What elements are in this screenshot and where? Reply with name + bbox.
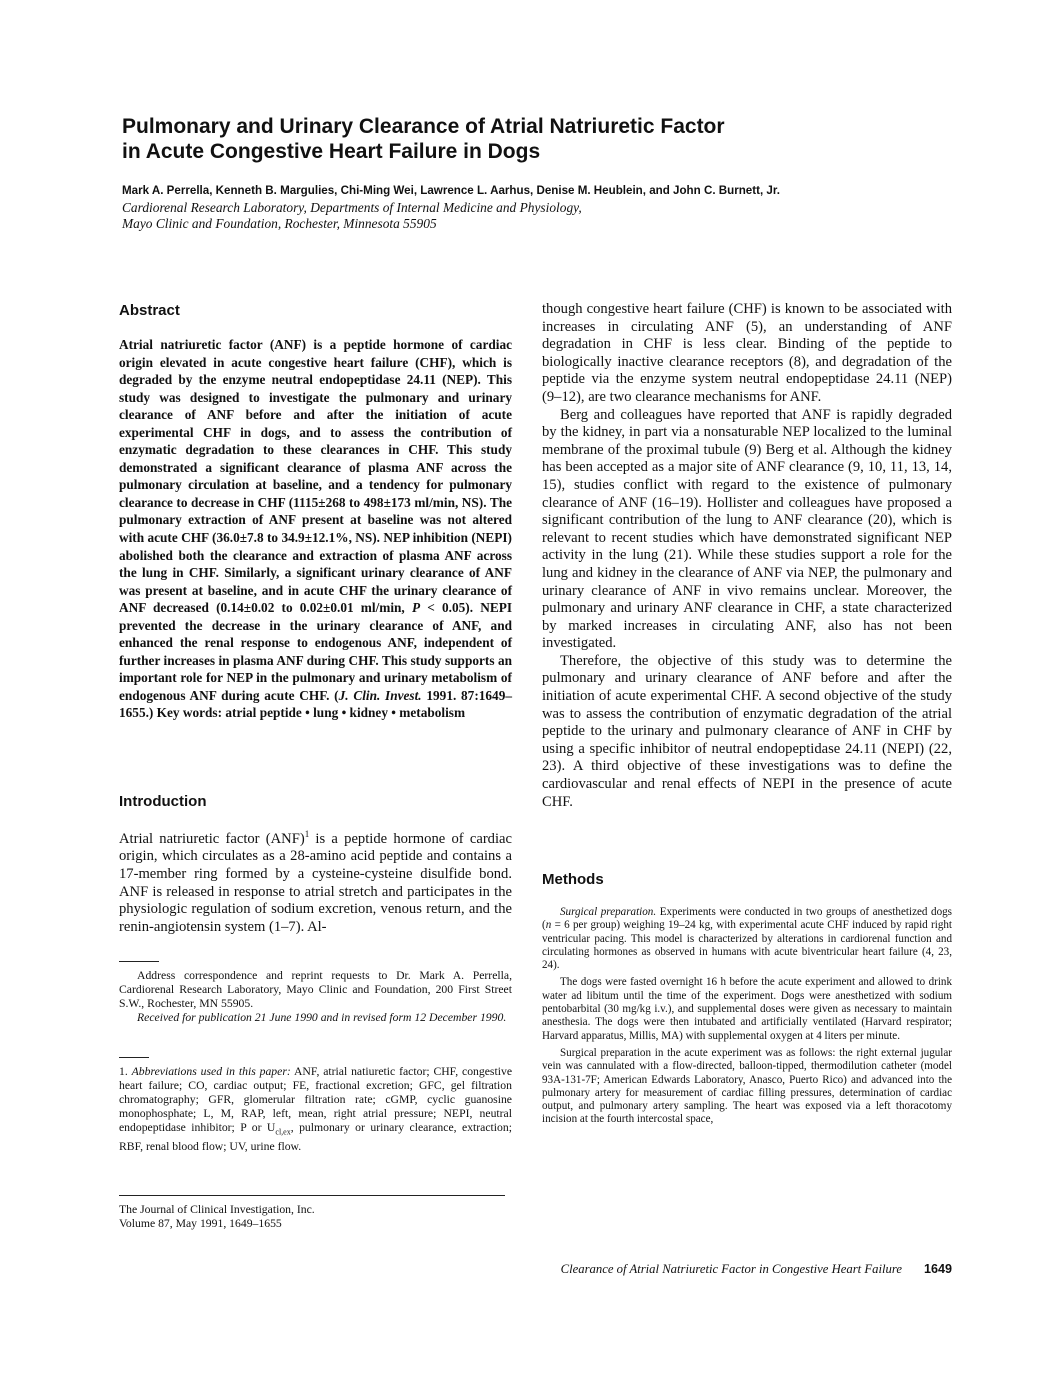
affiliation-line-1: Cardiorenal Research Laboratory, Departments of Internal Medicine and Physiology,	[122, 200, 582, 215]
affiliation	[122, 200, 822, 232]
journal-volume: Volume 87, May 1991, 1649–1655	[119, 1217, 282, 1231]
footnote-rule-2	[119, 1057, 149, 1058]
methods-p1-b: = 6 per group) weighing 19–24 kg, with experimental acute CHF induced by rapid right ventricular pacing. This model is characterized by alterations in cardiorenal function and circulating hormones as observed in humans with acute biventricular heart failure (4, 23, 24).	[542, 919, 952, 972]
methods-heading: Methods	[542, 871, 604, 888]
abstract-text-a: Atrial natriuretic factor (ANF) is a peptide hormone of cardiac origin elevated in acute congestive heart failure (CHF), which is degraded by the enzyme neutral endopeptidase 24.11 (NEP). This study was designed to investigate the pulmonary and urinary clearance of ANF before and after the initiation of acute experimental CHF in dogs, and to assess the contribution of enzymatic degradation to these clearances in CHF. This study demonstrated a significant clearance of plasma ANF across the pulmonary circulation at baseline, and a tendency for pulmonary clearance to decrease in CHF (1115±268 to 498±173 ml/min, NS). The pulmonary extraction of ANF present at baseline was not altered with acute CHF (36.0±7.8 to 34.9±12.1%, NS). NEP inhibition (NEPI) abolished both the clearance and extraction of plasma ANF across the lung in CHF. Similarly, a significant urinary clearance of ANF was present at baseline, and in acute CHF the urinary clearance of ANF decreased (0.14±0.02 to 0.02±0.01 ml/min,	[119, 337, 512, 616]
correspondence-note	[119, 969, 512, 1025]
correspondence-address: Address correspondence and reprint requests to Dr. Mark A. Perrella, Cardiorenal Research Laboratory, Mayo Clinic and Foundation, 200 First Street S.W., Rochester, MN 55905.	[119, 969, 512, 1011]
abbreviations-footnote	[119, 1065, 512, 1154]
intro-p1-b: is a peptide hormone of cardiac origin, which circulates as a 28-amino acid peptide and contains a 17-member ring formed by a cysteine-cysteine disulfide bond. ANF is released in response to atrial stretch and participates in the physiologic regulation of sodium excretion, venous return, and the renin-angiotensin system (1–7). Al-	[119, 830, 512, 935]
methods-paragraph-1	[542, 906, 952, 972]
methods-text	[542, 906, 952, 1127]
article-title	[122, 114, 882, 164]
methods-p1-a: Experiments were conducted in two groups of anesthetized dogs (	[542, 906, 952, 932]
footnote-rule	[119, 961, 159, 962]
introduction-paragraph-1-cont: though congestive heart failure (CHF) is known to be associated with increases in circulating ANF (5), an understanding of ANF degradation in CHF is less clear. Binding of the peptide to biologically inactive clearance receptors (8), and degradation of the peptide via the enzyme system neutral endopeptidase 24.11 (NEP) (9–12), are two clearance mechanisms for ANF.	[542, 301, 952, 405]
title-line-2: in Acute Congestive Heart Failure in Dogs	[122, 140, 541, 163]
running-footer	[561, 1262, 952, 1277]
methods-paragraph-2: The dogs were fasted overnight 16 h before the acute experiment and allowed to drink water ad libitum until the time of the experiment. Dogs were anesthetized with sodium pentobarbital (30 mg/kg i.v.), and supplemental doses were given as necessary to maintain anesthesia. The dogs were then intubated and artificially ventilated (Harvard respirator; Harvard apparatus, Millis, MA) with supplemental oxygen at 4 liters per minute.	[542, 976, 952, 1042]
methods-paragraph-3: Surgical preparation in the acute experiment was as follows: the right external jugular vein was cannulated with a flow-directed, balloon-tipped, thermodilution catheter (model 93A-131-7F; American Edwards Laboratory, Anasco, Puerto Rico) and advanced into the pulmonary artery for measurement of cardiac filling pressures, determination of cardiac output, and pulmonary artery sampling. The heart was exposed via a left thoracotomy incision at the fourth intercostal space,	[542, 1046, 952, 1126]
abstract-p-letter: P	[411, 600, 421, 616]
affiliation-line-2: Mayo Clinic and Foundation, Rochester, Minnesota 55905	[122, 216, 437, 231]
footnote-marker: 1	[304, 829, 310, 839]
introduction-continued	[542, 301, 952, 811]
abstract-heading: Abstract	[119, 302, 180, 319]
journal-info-rule	[119, 1195, 505, 1196]
methods-p1-n: n	[545, 919, 552, 932]
methods-p1-lead: Surgical preparation.	[560, 906, 657, 918]
footnote-subscript: cl,ex	[275, 1127, 291, 1137]
intro-p1-a: Atrial natriuretic factor (ANF)	[119, 830, 305, 847]
author-list: Mark A. Perrella, Kenneth B. Margulies, Chi-Ming Wei, Lawrence L. Aarhus, Denise M. Heublein, and John C. Burnett, Jr.	[122, 184, 780, 197]
abstract-journal-cite: J. Clin. Invest.	[338, 687, 422, 703]
title-line-1: Pulmonary and Urinary Clearance of Atrial Natriuretic Factor	[122, 115, 725, 138]
footnote-label: 1.	[119, 1065, 132, 1078]
introduction-heading: Introduction	[119, 793, 207, 810]
journal-info	[119, 1203, 512, 1231]
footnote-text-a: ANF, atrial natiuretic factor; CHF, congestive heart failure; CO, cardiac output; FE, fractional excretion; GFC, gel filtration chromatography; GFR, glomerular filtration rate; cGMP, cyclic guanosine monophosphate; L, M, RAP, left, mean, right atrial pressure; NEPI, neutral endopeptidase inhibitor; P or U	[119, 1065, 513, 1135]
footnote-lead: Abbreviations used in this paper:	[131, 1065, 291, 1078]
abstract-text-b: < 0.05). NEPI prevented the decrease in the urinary clearance of ANF, and enhanced the renal response to endogenous ANF, independent of further increases in plasma ANF during CHF. This study supports an important role for NEP in the pulmonary and urinary metabolism of endogenous ANF during acute CHF. (	[119, 600, 512, 703]
introduction-paragraph-1	[119, 826, 512, 936]
abstract-text	[119, 336, 512, 722]
running-footer-title: Clearance of Atrial Natriuretic Factor in Congestive Heart Failure	[560, 1262, 902, 1276]
introduction-paragraph-3: Therefore, the objective of this study was to determine the pulmonary and urinary clearance of ANF before and after the initiation of acute experimental CHF. A second objective of the study was to assess the contribution of enzymatic degradation of the atrial peptide to the urinary and pulmonary clearance of ANF in CHF by using a specific inhibitor of neutral endopeptidase 24.11 (NEPI) (22, 23). A third objective of these investigations was to define the cardiovascular and renal effects of NEPI in the presence of acute CHF.	[542, 652, 952, 810]
page-number: 1649	[923, 1262, 952, 1276]
journal-name: The Journal of Clinical Investigation, Inc.	[119, 1203, 315, 1216]
footnote-text-b: , pulmonary or urinary clearance, extraction; RBF, renal blood flow; UV, urine flow.	[119, 1121, 512, 1153]
abstract-text-c: 1991. 87:1649–1655.) Key words: atrial peptide • lung • kidney • metabolism	[119, 687, 513, 721]
introduction-paragraph-2: Berg and colleagues have reported that ANF is rapidly degraded by the kidney, in part via a nonsaturable NEP localized to the luminal membrane of the proximal tubule (9) Berg et al. Although the kidney has been accepted as a major site of ANF clearance (9, 10, 11, 13, 14, 15), studies conflict with regard to the existence of pulmonary clearance of ANF (16–19). Hollister and colleagues have proposed a significant contribution of the lung to ANF clearance (20), which is relevant to recent studies which have demonstrated significant NEP activity in the lung (21). While these studies support a role for the lung and kidney in the clearance of ANF via NEP, the pulmonary and urinary clearance of ANF in vivo remains unclear. Moreover, the pulmonary and urinary ANF clearance in CHF, a state characterized by marked increases in circulating ANF, also has not been investigated.	[542, 406, 952, 652]
received-date: Received for publication 21 June 1990 and in revised form 12 December 1990.	[137, 1011, 507, 1025]
